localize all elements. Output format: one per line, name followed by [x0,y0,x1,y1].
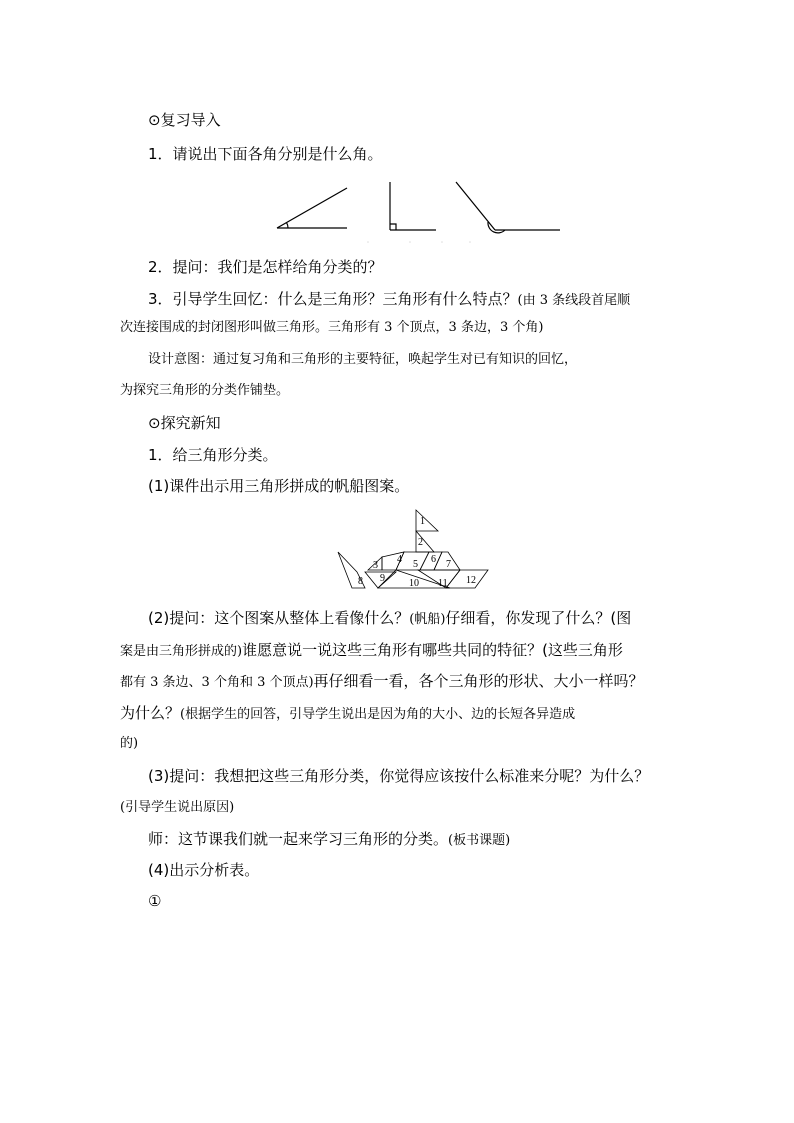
design-intent: 设计意图：通过复习角和三角形的主要特征，唤起学生对已有知识的回忆， [148,352,578,367]
step-2-line3: 都有 3 条边、3 个角和 3 个顶点)再仔细看一看，各个三角形的形状、大小一样吗？ [120,672,644,690]
boat-label: 5 [413,559,418,570]
boat-label: 9 [380,573,385,584]
acute-angle [277,188,347,228]
boat-label: 3 [373,560,378,571]
step-4: (4)出示分析表。 [148,861,260,879]
step-3: (3)提问：我想把这些三角形分类，你觉得应该按什么标准来分呢？为什么？ [148,767,650,785]
boat-label: 7 [446,559,451,570]
boat-label: 12 [466,575,476,586]
step-2-line1: (2)提问：这个图案从整体上看像什么？(帆船)仔细看，你发现了什么？(图 [148,609,632,627]
step-2-line2: 案是由三角形拼成的)谁愿意说一说这些三角形有哪些共同的特征？(这些三角形 [120,641,623,659]
angle-figures [270,178,570,243]
boat-label: 2 [418,537,423,548]
boat-label: 6 [431,554,436,565]
boat-label: 1 [420,516,425,527]
right-angle [390,182,436,230]
teacher-line: 师：这节课我们就一起来学习三角形的分类。(板书课题) [148,830,511,848]
question-3: 3．引导学生回忆：什么是三角形？三角形有什么特点？(由 3 条线段首尾顺 [148,290,631,308]
step-1: 1．给三角形分类。 [148,446,278,464]
circled-number-1: ① [148,892,162,910]
boat-label: 10 [409,578,419,589]
obtuse-angle [456,182,560,233]
boat-label: 11 [438,578,448,589]
section-heading-review: ⊙复习导入 [148,111,221,129]
step-2-line5: 的) [120,736,139,751]
design-intent-cont: 为探究三角形的分类作铺垫。 [120,383,290,398]
step-1-1: (1)课件出示用三角形拼成的帆船图案。 [148,477,410,495]
question-2: 2．提问：我们是怎样给角分类的？ [148,258,383,276]
sailboat-figure [338,504,498,592]
question-1: 1．请说出下面各角分别是什么角。 [148,145,383,163]
step-2-line4: 为什么？(根据学生的回答，引导学生说出是因为角的大小、边的长短各异造成 [120,704,576,722]
step-3-note: (引导学生说出原因) [120,800,235,815]
boat-label: 4 [397,554,402,565]
question-3-note: 次连接围成的封闭图形叫做三角形。三角形有 3 个顶点，3 条边，3 个角) [120,320,544,335]
section-heading-explore: ⊙探究新知 [148,414,221,432]
boat-label: 8 [358,576,363,587]
